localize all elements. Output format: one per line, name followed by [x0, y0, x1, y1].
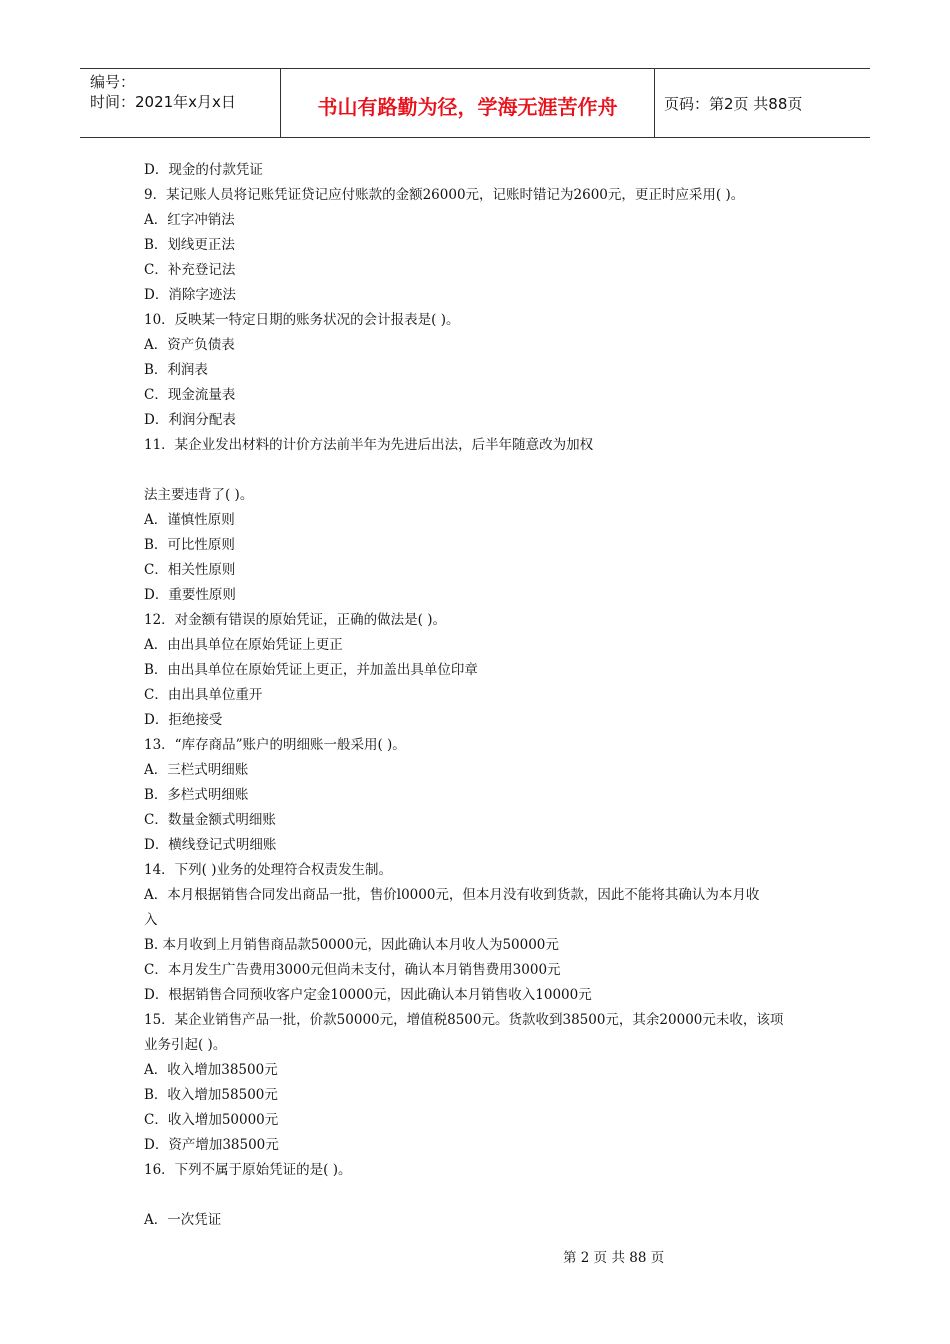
text-line: 11．某企业发出材料的计价方法前半年为先进后出法，后半年随意改为加权	[144, 437, 594, 453]
text-line: 14．下列( )业务的处理符合权责发生制。	[144, 862, 393, 878]
header-page-cell	[655, 69, 870, 137]
text-line: D．消除字迹法	[144, 287, 236, 303]
text-line: D．横线登记式明细账	[144, 837, 277, 853]
text-line: C．由出具单位重开	[144, 687, 263, 703]
text-line: 9．某记账人员将记账凭证贷记应付账款的金额26000元，记账时错记为2600元，更正时应采用( )。	[144, 187, 745, 203]
header-page-info: 页码：第2页 共88页	[664, 95, 803, 113]
blank-line	[144, 1183, 824, 1208]
document-time-label: 时间：2021年x月x日	[90, 93, 236, 111]
text-line: 16．下列不属于原始凭证的是( )。	[144, 1162, 352, 1178]
text-line: C．现金流量表	[144, 387, 236, 403]
text-line: C．补充登记法	[144, 262, 236, 278]
header-meta	[80, 69, 281, 137]
text-line: C．数量金额式明细账	[144, 812, 276, 828]
text-line: A．由出具单位在原始凭证上更正	[144, 637, 343, 653]
text-line: 15．某企业销售产品一批，价款50000元，增值税8500元。货款收到38500元，其余20000元未收，该项	[144, 1012, 784, 1028]
text-line: B．划线更正法	[144, 237, 235, 253]
text-line: A．三栏式明细账	[144, 762, 249, 778]
header-motto: 书山有路勤为径，学海无涯苦作舟	[317, 95, 618, 119]
text-line: C．相关性原则	[144, 562, 236, 578]
text-line: D．资产增加38500元	[144, 1137, 279, 1153]
text-line: A．资产负债表	[144, 337, 235, 353]
text-line: B．利润表	[144, 362, 208, 378]
text-line: 法主要违背了( )。	[144, 487, 254, 503]
text-line: D．重要性原则	[144, 587, 236, 603]
document-number-label: 编号：	[90, 73, 136, 91]
text-line: B．可比性原则	[144, 537, 235, 553]
header-motto-cell	[281, 69, 655, 137]
text-line: C．收入增加50000元	[144, 1112, 279, 1128]
document-body	[144, 158, 824, 1233]
text-line: A．谨慎性原则	[144, 512, 235, 528]
text-line: C．本月发生广告费用3000元但尚未支付，确认本月销售费用3000元	[144, 962, 561, 978]
text-line: D．现金的付款凭证	[144, 162, 263, 178]
text-line: A．收入增加38500元	[144, 1062, 278, 1078]
text-line: B．由出具单位在原始凭证上更正，并加盖出具单位印章	[144, 662, 478, 678]
text-line: A．一次凭证	[144, 1212, 222, 1228]
text-line: B. 本月收到上月销售商品款50000元，因此确认本月收人为50000元	[144, 937, 559, 953]
text-line: 12．对金额有错误的原始凭证，正确的做法是( )。	[144, 612, 447, 628]
text-line: 10．反映某一特定日期的账务状况的会计报表是( )。	[144, 312, 460, 328]
text-line: D．利润分配表	[144, 412, 236, 428]
blank-line	[144, 458, 824, 483]
footer-page-number: 第 2 页 共 88 页	[563, 1250, 665, 1266]
text-line: A．本月根据销售合同发出商品一批，售价l0000元，但本月没有收到货款，因此不能将其确认为本月收	[144, 887, 760, 903]
text-line: D．根据销售合同预收客户定金10000元，因此确认本月销售收入10000元	[144, 987, 592, 1003]
text-line: 13．“库存商品”账户的明细账一般采用( )。	[144, 737, 406, 753]
text-line: A．红字冲销法	[144, 212, 235, 228]
text-line: 入	[144, 912, 158, 928]
text-line: B．收入增加58500元	[144, 1087, 278, 1103]
page-header	[80, 68, 870, 138]
text-line: B．多栏式明细账	[144, 787, 249, 803]
text-line: D．拒绝接受	[144, 712, 223, 728]
text-line: 业务引起( )。	[144, 1037, 227, 1053]
